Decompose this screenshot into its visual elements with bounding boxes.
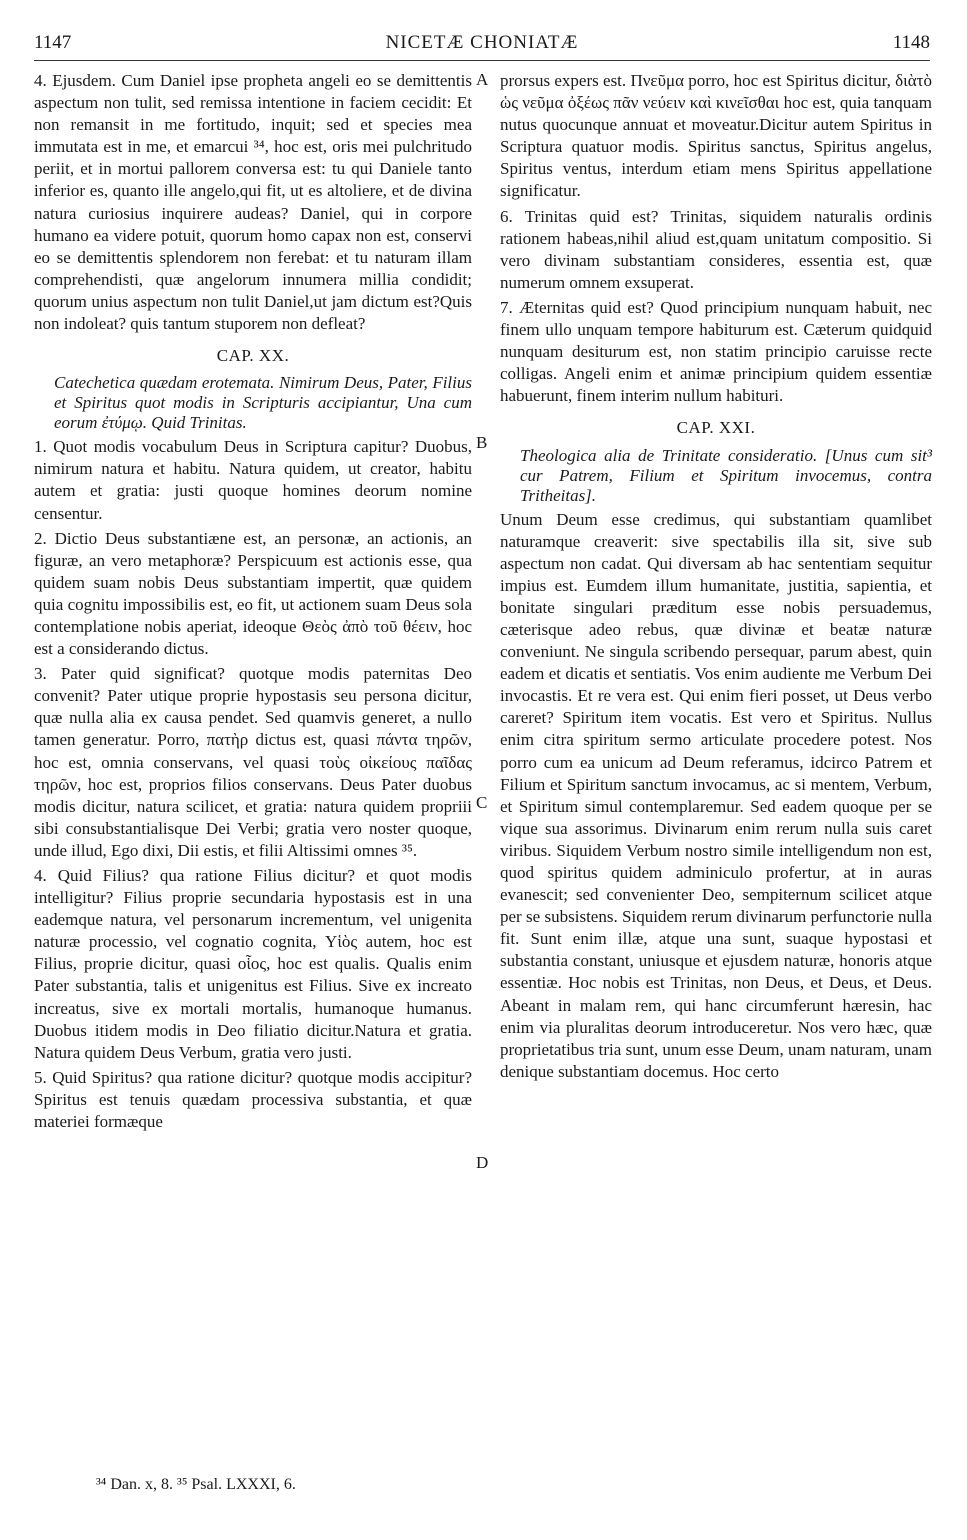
paragraph: prorsus expers est. Πνεῦμα porro, hoc est Spiritus dicitur, διὰτὸ ὡς νεῦμα ὀξέως πᾶν νεύειν καὶ κινεῖσθαι hoc est, quia tanquam nutus quocunque annuat et moveatur.Dicitur autem Spiritus in Scriptura quatuor modis. Spiritus sanctus, Spiritus angelus, Spiritus ventus, interdum etiam mens Spiritus appellatione significatur. [500, 71, 932, 201]
paragraph: 5. Quid Spiritus? qua ratione dicitur? quotque modis accipitur? Spiritus est tenuis quædam processiva substantia, et quæ materiei formæque [34, 1067, 472, 1132]
chapter-heading: CAP. XXI. [676, 418, 756, 438]
header-rule [34, 60, 930, 61]
paragraph: 4. Ejusdem. Cum Daniel ipse propheta angeli eo se demittentis aspectum non tulit, sed remissa intentione in faciem cecidit: Et non remansit in me fortitudo, inquit; sed et species mea immutata est in me, et emarcui ³⁴, hoc est, oris mei pulchritudo periit, et in mortui pallorem conversa est: tu qui Daniele tanto inferior es, quanto ille angelo,qui fit, ut es altoliere, et de divina natura curiosius inquirere audeas? Daniel, qui in corpore humano ea videre potuit, quorum homo capax non est, conservi eo se demittentis splendorem non ferebat: et tu naturam illam comprehendisti, quæ angelorum innumera millia condidit; quorum unius aspectum non tulit Daniel,ut jam dictum est?Quis non indoleat? quis tantum stuporem non defleat? [34, 71, 472, 334]
chapter-argument: Theologica alia de Trinitate consideratio. [Unus cum sit³ cur Patrem, Filium et Spiritum invocemus, contra Tritheitas]. [520, 445, 932, 505]
left-column [34, 70, 472, 1136]
page-number-left: 1147 [34, 32, 72, 53]
paragraph: 6. Trinitas quid est? Trinitas, siquidem naturalis ordinis rationem habeas,nihil aliud est,quam unitatum compositio. Si vero divinam substantiam consideres, essentia est, quæ numerum omnem exsuperat. [500, 206, 932, 292]
margin-letter-b: B [476, 433, 488, 452]
running-title: NICETÆ CHONIATÆ [385, 32, 579, 53]
page-number-right: 1148 [892, 32, 930, 53]
paragraph: 4. Quid Filius? qua ratione Filius dicitur? et quot modis intelligitur? Filius proprie secundaria hypostasis est in una eademque natura, vel personarum incrementum, vel unigenita naturæ processio, vel cognatio cognita, Υἱὸς autem, hoc est Filius, proprie dicitur, quasi οἷος, hoc est qualis. Qualis enim Pater substantia, talis et unigenitus est Filius. Sive ex increato increatus, sive ex mortali mortalis, humanoque humanus. Duobus itidem modis in Deo filiatio dicitur.Natura et gratia. Natura quidem Deus Verbum, gratia vero justi. [34, 866, 472, 1062]
margin-letter-d: D [476, 1153, 489, 1172]
paragraph: 7. Æternitas quid est? Quod principium nunquam habuit, nec finem ullo unquam tempore habiturum est. Cæterum quidquid nunquam desiturum est, non statim principio caruisse recte colligas. Angeli enim et animæ principium quidem essentiæ habuerunt, finem interim nullum habituri. [500, 297, 932, 406]
chapter-heading: CAP. XX. [216, 346, 290, 366]
paragraph: 3. Pater quid significat? quotque modis paternitas Deo convenit? Pater utique proprie hypostasis seu persona dicitur, quæ nulla alia ex causa pendet. Sed quamvis generet, a nullo tamen generatur. Porro, πατὴρ dictus est, quasi πάντα τηρῶν, hoc est, omnia conservans, vel quasi τοὺς οἰκείους παῖδας τηρῶν, hoc est, proprios filios conservans. Deus Pater duobus modis dicitur, natura scilicet, et gratia: natura quidem propriii sibi consubstantialisque Dei Verbi; gratia vero noster quoque, unde illud, Ego dixi, Dii estis, et filii Altissimi omnes ³⁵. [34, 664, 472, 860]
paragraph: Unum Deum esse credimus, qui substantiam quamlibet naturamque creaverit: sive spectabilis illa sit, sive sub aspectum non cadat. Qui diversam ab hac sententiam sequitur impius est. Eumdem illum humanitate, justitia, sapientia, et bonitate singulari præditum esse nobis persuademus, cæterisque adeo rebus, quæ divinæ et beatæ naturæ conveniunt. Ne singula scribendo persequar, parum abest, quin eadem et dicatis et sentiatis. Vos enim audiente me Verbum Dei invocastis. Et re vera est. Qui enim fieri posset, ut Deus verbo careret? Spiritum item vocatis. Est vero et Spiritus. Nullus enim citra spiritum sermo articulate procedere potest. Nos porro cum ea unicum ad Deum referamus, idcirco Patrem et Filium et Spiritum sanctum invocamus, ac si mentem, Verbum, et Spiritum simul contemplaremur. Sed eadem quoque per se vique sua assorimus. Divinarum enim rerum nulla suis caret viribus. Siquidem Verbum nostro simile intelligendum non est, quod spiritus quidem adminiculo profertur, at in auras evanescit; sed convenienter Deo, sempiternum scilicet atque per se subsistens. Siquidem rerum divinarum perfunctorie nulla fit. Sunt enim illæ, atque una sunt, suaque hypostasi et substantia constant, uniusque et ejusdem naturæ, honoris atque essentiæ. Hoc nobis est Trinitas, non Deus, et Deus, et Deus. Abeant in malam rem, qui hanc circumferunt hæresin, hac enim via pluralitas deorum introduceretur. Nos vero hæc, quæ proprietatibus tria sunt, unum esse Deum, unam naturam, unam denique substantiam docemus. Hoc certo [500, 509, 932, 1081]
paragraph: 1. Quot modis vocabulum Deus in Scriptura capitur? Duobus, nimirum natura et habitu. Natura quidem, ut creator, habitu autem et gratia: justi quoque homines deorum nomine censentur. [34, 437, 472, 523]
chapter-argument: Catechetica quædam erotemata. Nimirum Deus, Pater, Filius et Spiritus quot modis in Scripturis accipiantur, Una cum eorum ἐτύμῳ. Quid Trinitas. [54, 373, 472, 433]
paragraph: 2. Dictio Deus substantiæne est, an personæ, an actionis, an figuræ, an vero metaphoræ? Perspicuum est actionis esse, qua quidem suam nobis Deus substantiam impertit, quæ quidem quia cognitu impossibilis est, eo fit, ut actionem suam Deus sola contemplatione nobis aperiat, ideoque Θεὸς ἀπὸ τοῦ θέειν, hoc est a considerando dictus. [34, 528, 472, 659]
margin-letter-c: C [476, 793, 488, 812]
right-column [500, 70, 932, 1086]
margin-letter-a: A [476, 70, 489, 89]
footnotes: ³⁴ Dan. x, 8. ³⁵ Psal. LXXXI, 6. [96, 1476, 296, 1493]
running-header [34, 32, 930, 58]
